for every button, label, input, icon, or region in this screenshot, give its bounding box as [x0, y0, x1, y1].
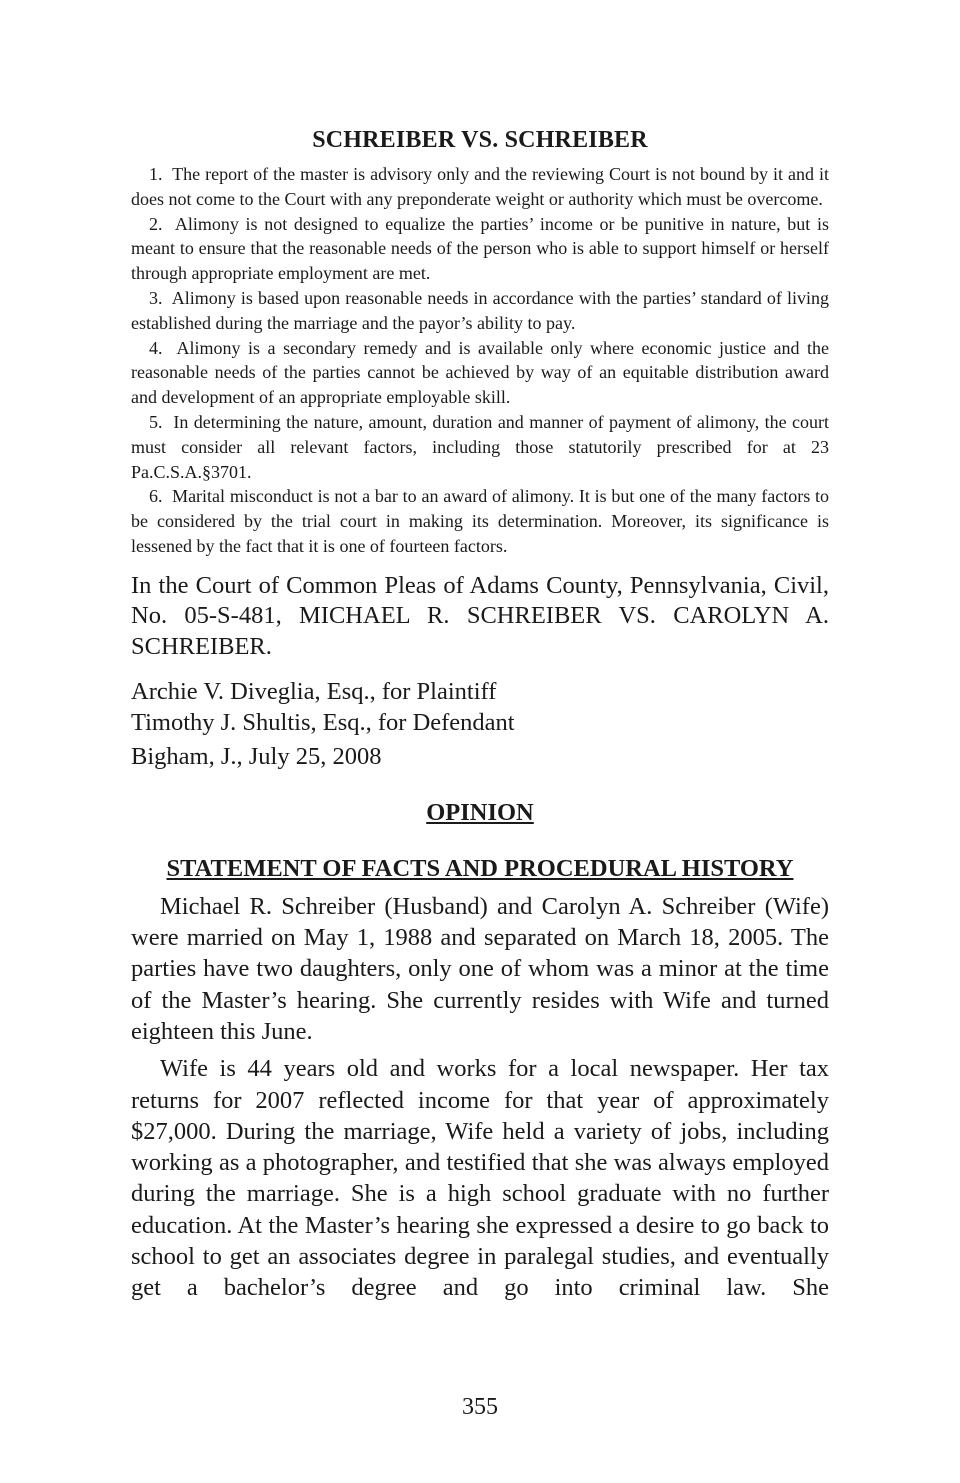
headnote-text: Alimony is based upon reasonable needs in accordance with the parties’ standard of living established during the marriage and the payor’s ability to pay.: [131, 287, 829, 333]
body-paragraph: Michael R. Schreiber (Husband) and Carolyn A. Schreiber (Wife) were married on May 1, 1988 and separated on March 18, 2005. The parties have two daughters, only one of whom was a minor at the time of the Master’s hearing. She currently resides with Wife and turned eighteen this June.: [131, 892, 829, 1045]
headnote-number: 5.: [149, 411, 163, 432]
headnote-text: Alimony is not designed to equalize the parties’ income or be punitive in nature, but is meant to ensure that the reasonable needs of the person who is able to support himself or herself through appropriate employment are met.: [131, 213, 829, 284]
headnote: [131, 286, 829, 336]
counsel-block: [131, 677, 829, 738]
headnote-number: 1.: [149, 164, 163, 184]
opinion-heading: OPINION: [426, 798, 534, 826]
case-caption: In the Court of Common Pleas of Adams County, Pennsylvania, Civil, No. 05-S-481, MICHAEL R. SCHREIBER VS. CAROLYN A. SCHREIBER.: [131, 571, 829, 660]
headnote: [131, 162, 829, 212]
headnote: [131, 410, 829, 484]
headnote-text: The report of the master is advisory only and the reviewing Court is not bound by it and it does not come to the Court with any preponderate weight or authority which must be overcome.: [131, 164, 829, 209]
headnotes: [131, 162, 829, 559]
defendant-counsel: Timothy J. Shultis, Esq., for Defendant: [131, 708, 515, 736]
headnote-number: 3.: [149, 287, 163, 308]
headnote: [131, 484, 829, 558]
headnote-text: Alimony is a secondary remedy and is available only where economic justice and the reasonable needs of the parties cannot be achieved by way of an equitable distribution award and development of an appropriate employable skill.: [131, 337, 829, 408]
headnote: [131, 336, 829, 410]
section-heading: STATEMENT OF FACTS AND PROCEDURAL HISTORY: [166, 854, 794, 882]
headnote-text: Marital misconduct is not a bar to an award of alimony. It is but one of the many factors to be considered by the trial court in making its determination. Moreover, its significance is lessened by the fact that it is one of fourteen factors.: [131, 486, 830, 556]
document-page: [131, 124, 829, 1304]
headnote-text: In determining the nature, amount, duration and manner of payment of alimony, the court must consider all relevant factors, including those statutorily prescribed for at 23 Pa.C.S.A.§3701.: [131, 411, 830, 482]
body-paragraph: Wife is 44 years old and works for a local newspaper. Her tax returns for 2007 reflected income for that year of approximately $27,000. During the marriage, Wife held a variety of jobs, including working as a photographer, and testified that she was always employed during the marriage. She is a high school graduate with no further education. At the Master’s hearing she expressed a desire to go back to school to get an associates degree in paralegal studies, and eventually get a bachelor’s degree and go into criminal law. She: [131, 1055, 829, 1302]
headnote: [131, 212, 829, 286]
judge-date-line: Bigham, J., July 25, 2008: [131, 743, 382, 771]
plaintiff-counsel: Archie V. Diveglia, Esq., for Plaintiff: [131, 678, 497, 706]
headnote-number: 2.: [149, 213, 163, 234]
headnote-number: 4.: [149, 337, 163, 358]
headnote-number: 6.: [149, 486, 163, 507]
page-number: 355: [462, 1394, 498, 1420]
case-title: SCHREIBER VS. SCHREIBER: [312, 127, 648, 153]
